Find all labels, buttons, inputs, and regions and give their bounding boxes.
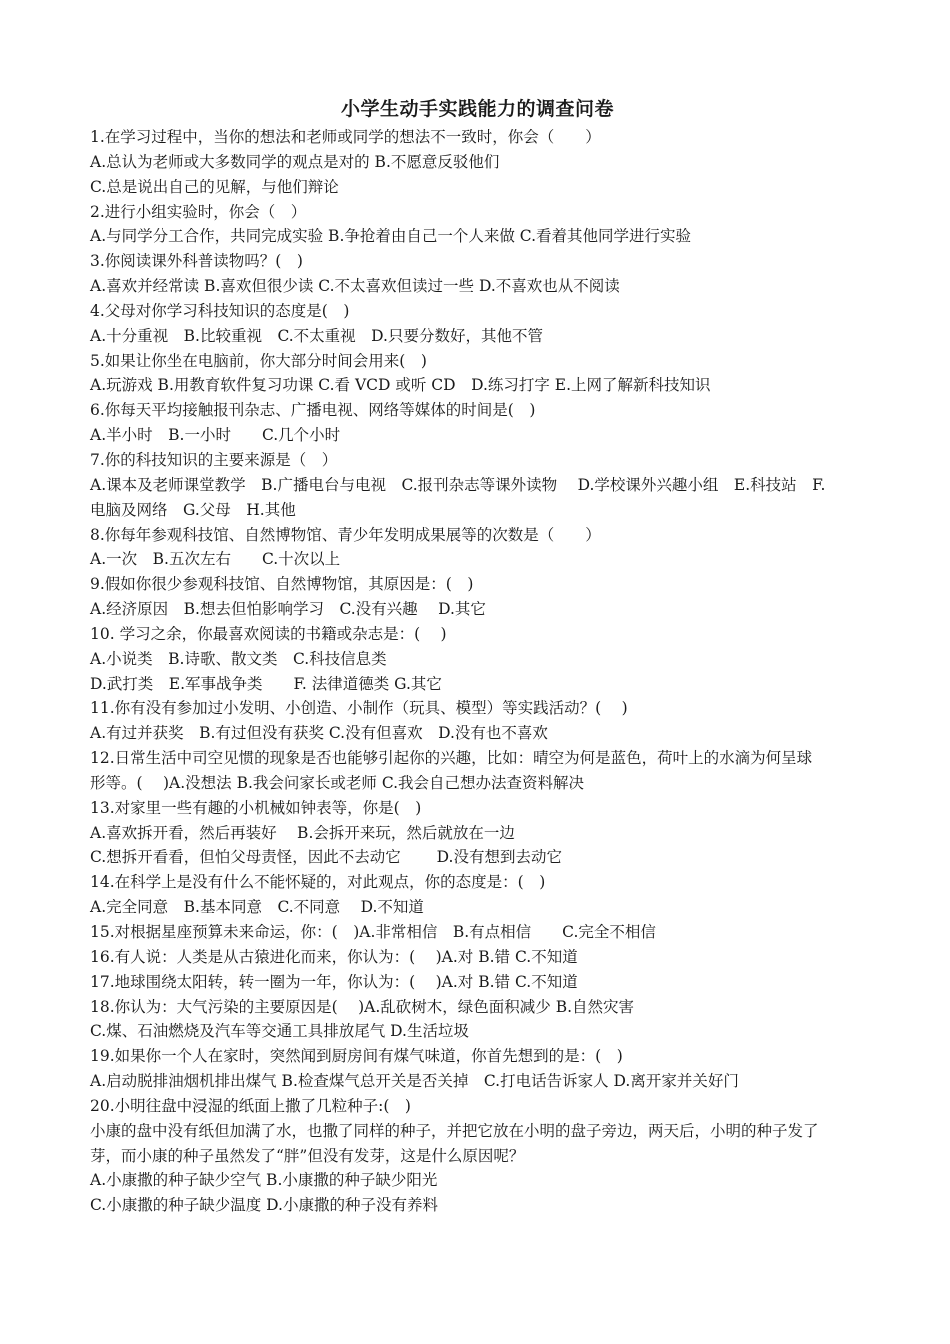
text-line: C.总是说出自己的见解，与他们辩论 [90, 177, 339, 196]
text-line: A.一次 B.五次左右 C.十次以上 [90, 550, 341, 569]
text-line: A.小说类 B.诗歌、散文类 C.科技信息类 [90, 649, 387, 668]
text-line: 小康的盘中没有纸但加满了水，也撒了同样的种子，并把它放在小明的盘子旁边，两天后，小明的种子发了 [90, 1121, 819, 1140]
document-title: 小学生动手实践能力的调查问卷 [340, 98, 614, 120]
text-line: A.有过并获奖 B.有过但没有获奖 C.没有但喜欢 D.没有也不喜欢 [90, 724, 548, 743]
text-line: 18.你认为：大气污染的主要原因是( )A.乱砍树木，绿色面积减少 B.自然灾害 [90, 997, 635, 1016]
text-line: 1.在学习过程中，当你的想法和老师或同学的想法不一致时，你会（ ） [90, 128, 601, 146]
document-page [90, 93, 865, 1218]
text-line: 17.地球围绕太阳转，转一圈为一年，你认为：( )A.对 B.错 C.不知道 [90, 972, 578, 991]
text-line: 8.你每年参观科技馆、自然博物馆、青少年发明成果展等的次数是（ ） [90, 525, 601, 544]
text-line: A.十分重视 B.比较重视 C.不太重视 D.只要分数好，其他不管 [90, 326, 543, 345]
text-line: A.完全同意 B.基本同意 C.不同意 D.不知道 [90, 898, 424, 917]
text-line: C.想拆开看看，但怕父母责怪，因此不去动它 D.没有想到去动它 [90, 848, 562, 867]
text-line: A.课本及老师课堂教学 B.广播电台与电视 C.报刊杂志等课外读物 D.学校课外兴趣小组 E.科技站 F. [90, 475, 826, 494]
text-line: 5.如果让你坐在电脑前，你大部分时间会用来( ) [90, 351, 427, 370]
text-line: C.小康撒的种子缺少温度 D.小康撒的种子没有养料 [90, 1196, 438, 1215]
text-line: A.与同学分工合作，共同完成实验 B.争抢着由自己一个人来做 C.看着其他同学进行实验 [90, 227, 692, 246]
text-line: 4.父母对你学习科技知识的态度是( ) [90, 301, 350, 320]
text-line: A.喜欢并经常读 B.喜欢但很少读 C.不太喜欢但读过一些 D.不喜欢也从不阅读 [90, 277, 620, 296]
text-line: 14.在科学上是没有什么不能怀疑的，对此观点，你的态度是：( ) [90, 873, 546, 892]
text-line: A.半小时 B.一小时 C.几个小时 [90, 426, 341, 445]
text-line: A.喜欢拆开看，然后再装好 B.会拆开来玩，然后就放在一边 [90, 823, 515, 842]
questionnaire-body [90, 125, 865, 1218]
text-line: 20.小明往盘中浸湿的纸面上撒了几粒种子:( ) [90, 1096, 411, 1115]
text-line: 15.对根据星座预算未来命运，你：( )A.非常相信 B.有点相信 C.完全不相信 [90, 923, 656, 941]
text-line: 电脑及网络 G.父母 H.其他 [90, 500, 296, 519]
text-line: 13.对家里一些有趣的小机械如钟表等，你是( ) [90, 798, 422, 817]
text-line: 形等。( )A.没想法 B.我会问家长或老师 C.我会自己想办法查资料解决 [90, 773, 585, 792]
text-line: 19.如果你一个人在家时，突然闻到厨房间有煤气味道，你首先想到的是：( ) [90, 1047, 623, 1066]
text-line: A.经济原因 B.想去但怕影响学习 C.没有兴趣 D.其它 [90, 600, 486, 619]
text-line: 11.你有没有参加过小发明、小创造、小制作（玩具、模型）等实践活动？( ) [90, 699, 628, 718]
text-line: 9.假如你很少参观科技馆、自然博物馆，其原因是：( ) [90, 575, 474, 594]
text-line: 6.你每天平均接触报刊杂志、广播电视、网络等媒体的时间是( ) [90, 401, 536, 420]
text-line: 7.你的科技知识的主要来源是（ ） [90, 450, 338, 469]
text-line: A.玩游戏 B.用教育软件复习功课 C.看 VCD 或听 CD D.练习打字 E.上网了解新科技知识 [90, 376, 711, 395]
text-line: 12.日常生活中司空见惯的现象是否也能够引起你的兴趣，比如：晴空为何是蓝色，荷叶上的水滴为何呈球 [90, 749, 813, 768]
text-line: D.武打类 E.军事战争类 F. 法律道德类 G.其它 [90, 674, 442, 693]
text-line: C.煤、石油燃烧及汽车等交通工具排放尾气 D.生活垃圾 [90, 1022, 469, 1041]
text-line: A.启动脱排油烟机排出煤气 B.检查煤气总开关是否关掉 C.打电话告诉家人 D.离开家并关好门 [90, 1072, 739, 1091]
text-line: A.小康撒的种子缺少空气 B.小康撒的种子缺少阳光 [90, 1171, 438, 1190]
text-line: 3.你阅读课外科普读物吗？( ) [90, 252, 303, 271]
text-line: A.总认为老师或大多数同学的观点是对的 B.不愿意反驳他们 [90, 152, 500, 171]
text-line: 芽，而小康的种子虽然发了“胖”但没有发芽，这是什么原因呢？ [90, 1146, 525, 1165]
text-line: 10. 学习之余，你最喜欢阅读的书籍或杂志是：( ) [90, 624, 447, 643]
text-line: 16.有人说：人类是从古猿进化而来，你认为：( )A.对 B.错 C.不知道 [90, 947, 578, 966]
text-line: 2.进行小组实验时，你会（ ） [90, 202, 307, 221]
